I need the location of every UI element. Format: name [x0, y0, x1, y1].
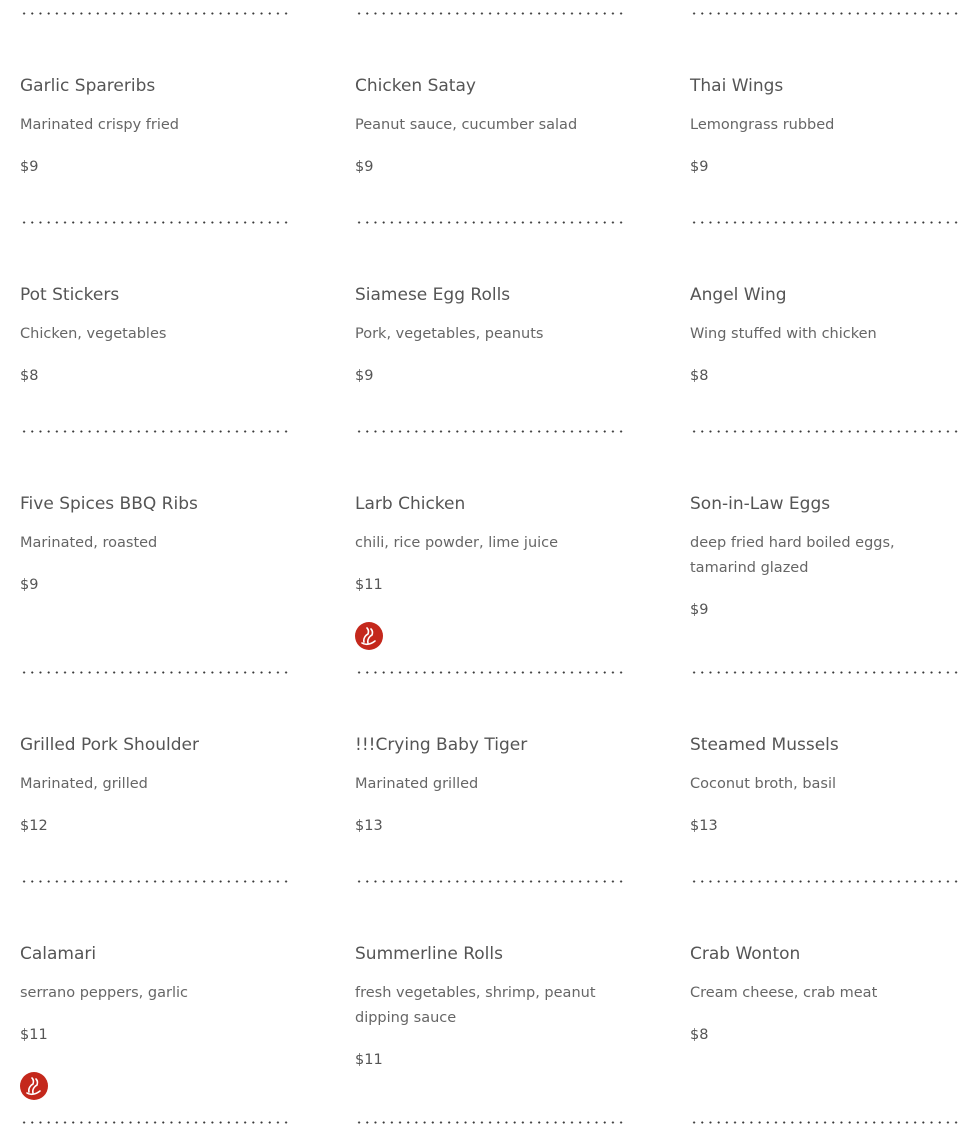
dotted-divider — [690, 430, 960, 433]
chili-pepper-icon — [355, 622, 383, 650]
menu-item-name: Summerline Rolls — [355, 944, 503, 964]
menu-item-description: Marinated grilled — [355, 776, 479, 792]
menu-item — [690, 284, 960, 384]
dotted-divider — [20, 430, 290, 433]
menu-item — [690, 734, 960, 834]
dotted-divider — [20, 880, 290, 883]
menu-item — [690, 75, 960, 175]
menu-item — [355, 75, 625, 175]
dotted-divider — [355, 430, 625, 433]
menu-item-description: Coconut broth, basil — [690, 776, 837, 792]
menu-item — [20, 284, 290, 384]
menu-item-description: Pork, vegetables, peanuts — [355, 326, 544, 342]
chili-pepper-icon — [20, 1072, 48, 1100]
dotted-divider — [20, 221, 290, 224]
menu-item-price: $13 — [690, 818, 718, 834]
menu-item-price: $11 — [20, 1027, 48, 1043]
dotted-divider — [20, 1121, 290, 1124]
menu-item-description: Cream cheese, crab meat — [690, 985, 878, 1001]
menu-item — [20, 734, 290, 834]
menu-item-name: Garlic Spareribs — [20, 76, 156, 96]
menu-item-description: Marinated crispy fried — [20, 117, 180, 133]
menu-item — [690, 943, 960, 1043]
menu-item-price: $11 — [355, 1052, 383, 1068]
menu-item-name: Five Spices BBQ Ribs — [20, 494, 198, 514]
dotted-divider — [355, 221, 625, 224]
menu-item-price: $9 — [20, 159, 39, 175]
dotted-divider — [690, 880, 960, 883]
menu-item-name: !!!Crying Baby Tiger — [355, 735, 528, 755]
menu-item-description: deep fried hard boiled eggs, tamarind glazed — [690, 535, 895, 576]
menu-item-name: Siamese Egg Rolls — [355, 285, 511, 305]
menu-item-name: Grilled Pork Shoulder — [20, 735, 199, 755]
menu-item-description: fresh vegetables, shrimp, peanut dipping sauce — [355, 985, 596, 1026]
menu-item-description: serrano peppers, garlic — [20, 985, 188, 1001]
menu-item-price: $8 — [690, 368, 709, 384]
menu-item-price: $9 — [690, 602, 709, 618]
menu-item-price: $9 — [690, 159, 709, 175]
dotted-divider — [690, 1121, 960, 1124]
dotted-divider — [355, 880, 625, 883]
menu-item — [20, 493, 290, 593]
menu-item-price: $13 — [355, 818, 383, 834]
menu-item-description: Chicken, vegetables — [20, 326, 167, 342]
menu-item-description: chili, rice powder, lime juice — [355, 535, 559, 551]
menu-item-name: Chicken Satay — [355, 76, 476, 96]
menu-item-price: $9 — [355, 159, 374, 175]
menu-item — [355, 734, 625, 834]
menu-item — [690, 493, 960, 618]
menu-item-name: Pot Stickers — [20, 285, 120, 305]
menu-item-price: $8 — [690, 1027, 709, 1043]
menu-item — [20, 943, 290, 1043]
menu-item — [20, 75, 290, 175]
menu-item-price: $11 — [355, 577, 383, 593]
menu-item-name: Crab Wonton — [690, 944, 801, 964]
menu-item — [355, 284, 625, 384]
menu-item-price: $9 — [20, 577, 39, 593]
menu-item-name: Steamed Mussels — [690, 735, 839, 755]
dotted-divider — [355, 12, 625, 15]
menu-item-description: Lemongrass rubbed — [690, 117, 835, 133]
dotted-divider — [690, 12, 960, 15]
menu-item-name: Larb Chicken — [355, 494, 466, 514]
menu-item-description: Marinated, roasted — [20, 535, 158, 551]
menu-item-price: $8 — [20, 368, 39, 384]
dotted-divider — [20, 12, 290, 15]
dotted-divider — [20, 671, 290, 674]
menu-item — [355, 943, 625, 1068]
menu-item-description: Marinated, grilled — [20, 776, 148, 792]
dotted-divider — [690, 671, 960, 674]
menu-item-name: Son-in-Law Eggs — [690, 494, 831, 514]
menu-item — [355, 493, 625, 593]
menu-item-price: $12 — [20, 818, 48, 834]
menu-item-name: Calamari — [20, 944, 97, 964]
dotted-divider — [355, 671, 625, 674]
dotted-divider — [355, 1121, 625, 1124]
menu-item-price: $9 — [355, 368, 374, 384]
menu-item-description: Peanut sauce, cucumber salad — [355, 117, 578, 133]
menu-item-name: Angel Wing — [690, 285, 787, 305]
dotted-divider — [690, 221, 960, 224]
menu-item-name: Thai Wings — [690, 76, 784, 96]
menu-item-description: Wing stuffed with chicken — [690, 326, 877, 342]
